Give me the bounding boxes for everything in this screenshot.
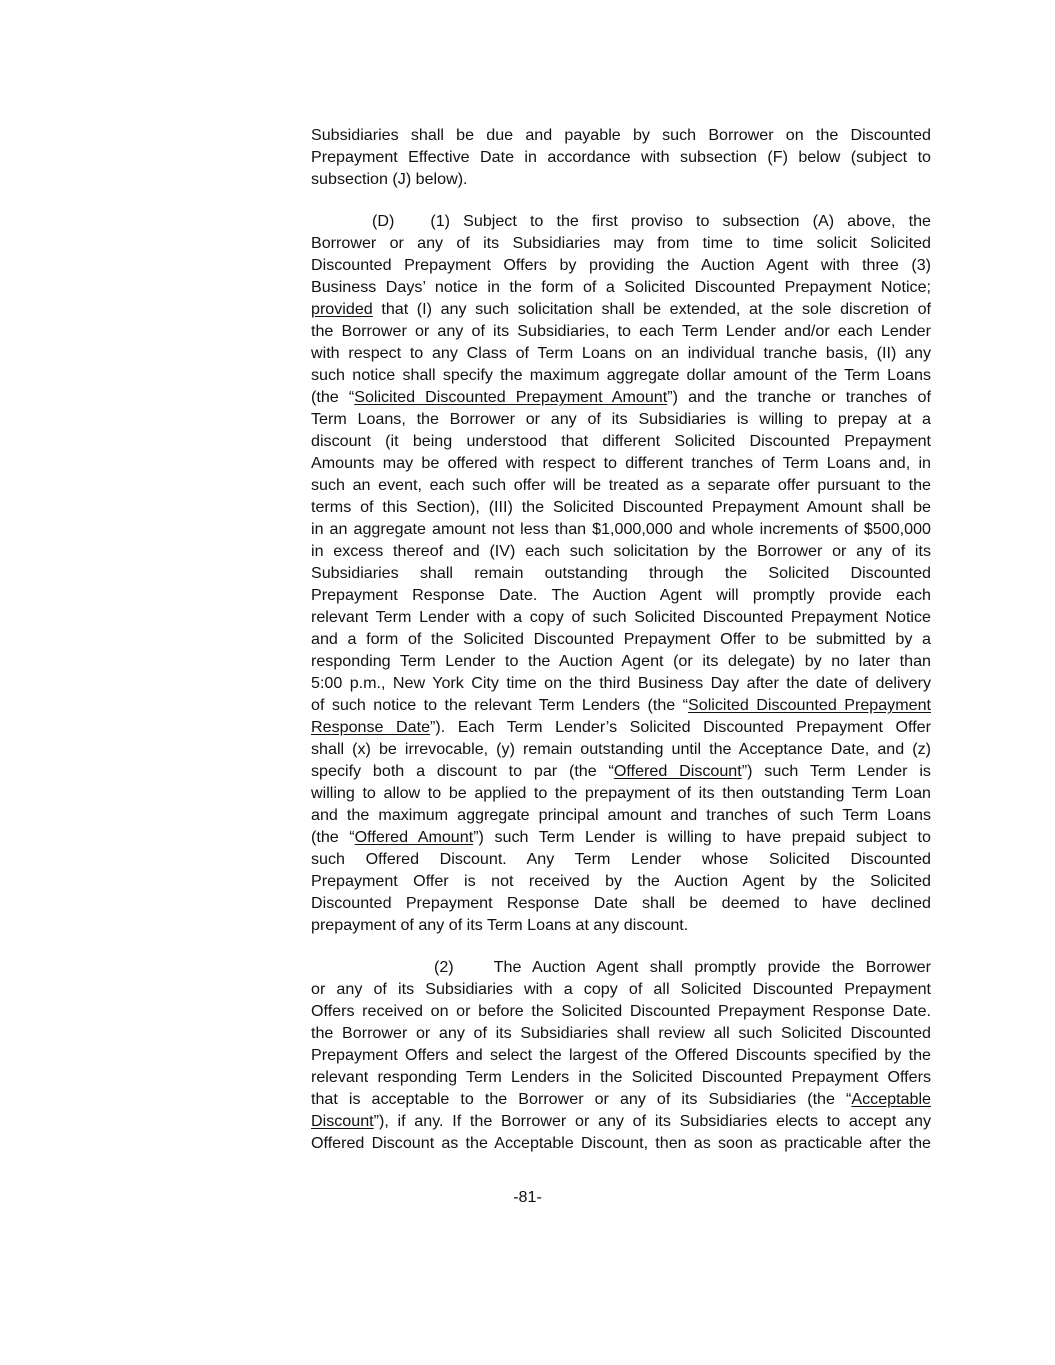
defined-term-suffix: ”) such Term Lender is willing to have prepaid subject to bbox=[473, 828, 931, 846]
paragraph-line: 5:00 p.m., New York City time on the third Business Day after the date of delivery bbox=[311, 674, 931, 692]
defined-term-suffix: ”) and the tranche or tranches of bbox=[667, 388, 931, 406]
defined-term-acceptable: Acceptable bbox=[851, 1090, 931, 1108]
paragraph-line: in an aggregate amount not less than $1,000,000 and whole increments of $500,000 bbox=[311, 520, 931, 538]
defined-term-prefix: of such notice to the relevant Term Lenders (the “ bbox=[311, 696, 689, 714]
paragraph-line bbox=[311, 716, 931, 738]
defined-term-prefix: (the “ bbox=[311, 388, 355, 406]
paragraph-line: the Borrower or any of its Subsidiaries, to each Term Lender and/or each Lender bbox=[311, 322, 931, 340]
provided-term: provided bbox=[311, 300, 373, 318]
paragraph-line: Discounted Prepayment Offers by providing the Auction Agent with three (3) bbox=[311, 256, 931, 274]
paragraph-line: Borrower or any of its Subsidiaries may from time to time solicit Solicited bbox=[311, 234, 931, 252]
defined-term-discount: Discount bbox=[311, 1112, 374, 1130]
defined-term-solicited-discounted-prepayment-amount: Solicited Discounted Prepayment Amount bbox=[354, 388, 668, 406]
defined-term-suffix: ”), if any. If the Borrower or any of its Subsidiaries elects to accept any bbox=[373, 1112, 931, 1130]
paragraph-line: and a form of the Solicited Discounted Prepayment Offer to be submitted by a bbox=[311, 630, 931, 648]
defined-term-solicited-discounted-prepayment-response-date: Solicited Discounted Prepayment bbox=[688, 696, 931, 714]
section-2-first-line bbox=[434, 956, 931, 978]
paragraph-line: Offers received on or before the Solicited Discounted Prepayment Response Date. bbox=[311, 1002, 931, 1020]
paragraph-line: Business Days’ notice in the form of a Solicited Discounted Prepayment Notice; bbox=[311, 278, 931, 296]
defined-term-offered-discount: Offered Discount bbox=[613, 762, 742, 780]
section-d-sub1-label: (1) bbox=[430, 212, 451, 230]
paragraph-line: Discounted Prepayment Response Date shall be deemed to have declined bbox=[311, 894, 931, 912]
defined-term-offered-amount: Offered Amount bbox=[354, 828, 474, 846]
intro-line: Subsidiaries shall be due and payable by such Borrower on the Discounted bbox=[311, 126, 931, 144]
defined-term-prefix: that is acceptable to the Borrower or any of its Subsidiaries (the “ bbox=[311, 1090, 852, 1108]
section-d-line1-text: Subject to the first proviso to subsection (A) above, the bbox=[463, 212, 931, 230]
paragraph-line bbox=[311, 1110, 931, 1132]
paragraph-line bbox=[311, 760, 931, 782]
paragraph-line: Prepayment Offers and select the largest of the Offered Discounts specified by the bbox=[311, 1046, 931, 1064]
paragraph-line: or any of its Subsidiaries with a copy of all Solicited Discounted Prepayment bbox=[311, 980, 931, 998]
paragraph-line bbox=[311, 386, 931, 408]
paragraph-line bbox=[311, 1088, 931, 1110]
page-number: -81- bbox=[513, 1188, 542, 1206]
paragraph-line: such notice shall specify the maximum aggregate dollar amount of the Term Loans bbox=[311, 366, 931, 384]
paragraph-line: such Offered Discount. Any Term Lender whose Solicited Discounted bbox=[311, 850, 931, 868]
paragraph-line: in excess thereof and (IV) each such solicitation by the Borrower or any of its bbox=[311, 542, 931, 560]
paragraph-line: such an event, each such offer will be treated as a separate offer pursuant to the bbox=[311, 476, 931, 494]
section-2-line1-text: The Auction Agent shall promptly provide the Borrower bbox=[493, 958, 931, 976]
paragraph-line: relevant Term Lender with a copy of such Solicited Discounted Prepayment Notice bbox=[311, 608, 931, 626]
defined-term-prefix: (the “ bbox=[311, 828, 355, 846]
paragraph-line: Offered Discount as the Acceptable Discount, then as soon as practicable after the bbox=[311, 1134, 931, 1152]
defined-term-prefix: specify both a discount to par (the “ bbox=[311, 762, 614, 780]
section-2-label: (2) bbox=[434, 958, 454, 976]
paragraph-line: shall (x) be irrevocable, (y) remain outstanding until the Acceptance Date, and (z) bbox=[311, 740, 931, 758]
paragraph-line: responding Term Lender to the Auction Agent (or its delegate) by no later than bbox=[311, 652, 931, 670]
paragraph-line: prepayment of any of its Term Loans at any discount. bbox=[311, 916, 689, 934]
defined-term-response-date: Response Date bbox=[311, 718, 431, 736]
defined-term-suffix: ”). Each Term Lender’s Solicited Discounted Prepayment Offer bbox=[430, 718, 931, 736]
paragraph-line: Prepayment Offer is not received by the Auction Agent by the Solicited bbox=[311, 872, 931, 890]
paragraph-line: willing to allow to be applied to the prepayment of its then outstanding Term Loan bbox=[311, 784, 931, 802]
paragraph-line: terms of this Section), (III) the Solicited Discounted Prepayment Amount shall be bbox=[311, 498, 931, 516]
paragraph-line bbox=[311, 298, 931, 320]
paragraph-line: and the maximum aggregate principal amount and tranches of such Term Loans bbox=[311, 806, 931, 824]
paragraph-line: Term Loans, the Borrower or any of its Subsidiaries is willing to prepay at a bbox=[311, 410, 931, 428]
paragraph-line: Subsidiaries shall remain outstanding through the Solicited Discounted bbox=[311, 564, 931, 582]
section-d-label: (D) bbox=[372, 212, 395, 230]
paragraph-line: discount (it being understood that different Solicited Discounted Prepayment bbox=[311, 432, 931, 450]
defined-term-suffix: ”) such Term Lender is bbox=[741, 762, 931, 780]
paragraph-line: Amounts may be offered with respect to different tranches of Term Loans and, in bbox=[311, 454, 931, 472]
paragraph-line: relevant responding Term Lenders in the Solicited Discounted Prepayment Offers bbox=[311, 1068, 931, 1086]
intro-line: Prepayment Effective Date in accordance with subsection (F) below (subject to bbox=[311, 148, 931, 166]
paragraph-line: with respect to any Class of Term Loans on an individual tranche basis, (II) any bbox=[311, 344, 931, 362]
paragraph-line: Prepayment Response Date. The Auction Agent will promptly provide each bbox=[311, 586, 931, 604]
section-d-first-line bbox=[372, 210, 931, 232]
intro-line: subsection (J) below). bbox=[311, 170, 468, 188]
paragraph-line bbox=[311, 826, 931, 848]
paragraph-line bbox=[311, 694, 931, 716]
provided-rest: that (I) any such solicitation shall be extended, at the sole discretion of bbox=[372, 300, 931, 318]
paragraph-line: the Borrower or any of its Subsidiaries shall review all such Solicited Discounted bbox=[311, 1024, 931, 1042]
